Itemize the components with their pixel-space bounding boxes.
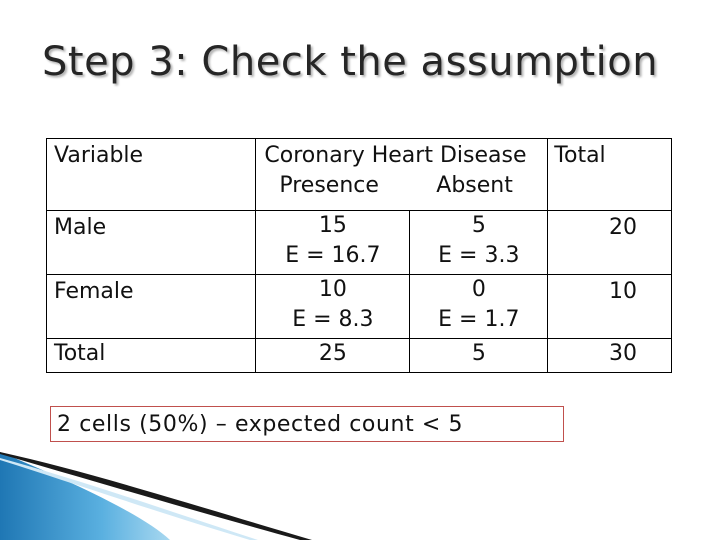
table-row — [47, 211, 672, 275]
table-row — [47, 275, 672, 339]
header-absent: Absent — [436, 173, 513, 198]
header-group-cell — [256, 139, 548, 211]
cell-presence — [256, 275, 410, 339]
observed-value: 5 — [471, 213, 486, 238]
cell-total: 20 — [548, 211, 672, 275]
contingency-table — [46, 138, 672, 373]
expected-value: E = 1.7 — [438, 307, 520, 332]
table-header-row — [47, 139, 672, 211]
table-row — [47, 339, 672, 373]
header-total: Total — [548, 139, 672, 211]
cell-total: 10 — [548, 275, 672, 339]
cell-absent: 5 — [410, 339, 548, 373]
expected-value: E = 16.7 — [285, 243, 381, 268]
cell-absent — [410, 275, 548, 339]
row-label: Female — [47, 275, 256, 339]
row-label: Total — [47, 339, 256, 373]
expected-value: E = 8.3 — [292, 307, 374, 332]
header-variable: Variable — [47, 139, 256, 211]
header-subcolumns — [256, 171, 547, 201]
observed-value: 15 — [318, 213, 347, 238]
cell-total: 30 — [548, 339, 672, 373]
cell-absent — [410, 211, 548, 275]
observed-value: 10 — [318, 277, 347, 302]
header-presence: Presence — [279, 173, 379, 198]
expected-value: E = 3.3 — [438, 243, 520, 268]
row-label: Male — [47, 211, 256, 275]
observed-value: 0 — [471, 277, 486, 302]
slide-title: Step 3: Check the assumption — [42, 39, 659, 85]
cell-presence: 25 — [256, 339, 410, 373]
decorative-swoosh — [0, 452, 320, 540]
header-group: Coronary Heart Disease — [264, 143, 527, 168]
cell-presence — [256, 211, 410, 275]
note-box: 2 cells (50%) – expected count < 5 — [50, 406, 564, 442]
